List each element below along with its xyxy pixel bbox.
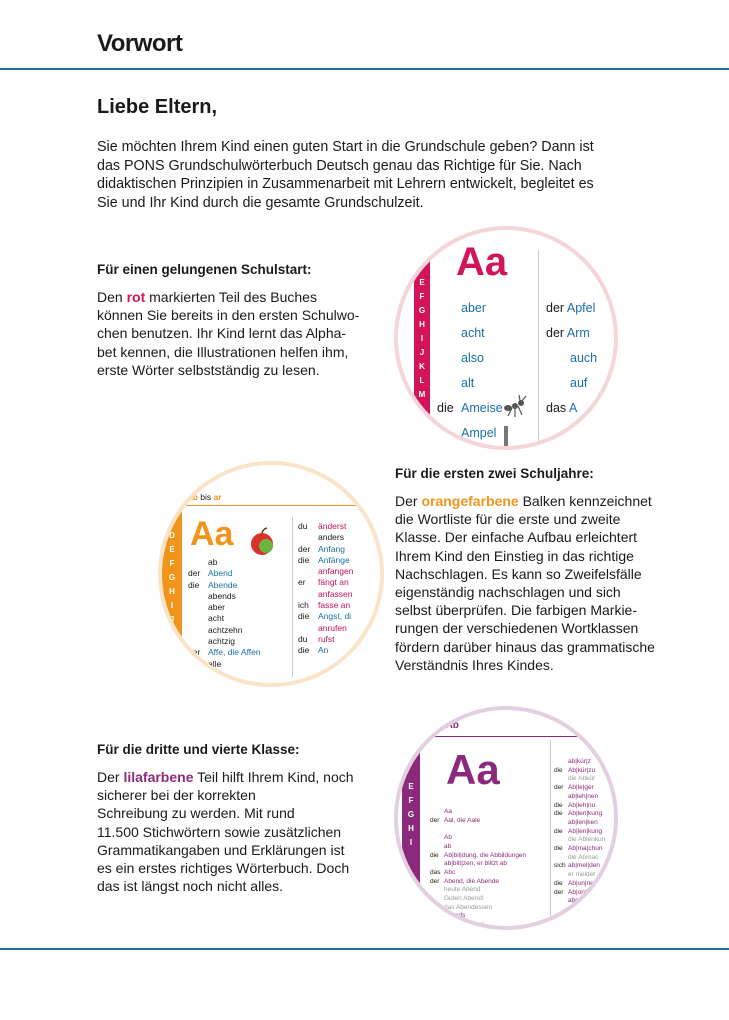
article: die — [554, 845, 563, 853]
column-divider — [550, 740, 551, 930]
sidebar-letter: E — [419, 278, 425, 287]
article: die — [554, 810, 563, 818]
word: rufst — [318, 633, 335, 644]
word: Ab|on|ne — [568, 888, 594, 896]
list-item — [554, 906, 605, 915]
list-item — [554, 784, 605, 793]
alphabet-sidebar-red — [414, 230, 430, 450]
word: Ab|bil|dung, die Abbildungen — [444, 851, 527, 859]
sidebar-letter: H — [169, 587, 175, 596]
word: Ameise — [461, 401, 503, 415]
list-item — [188, 580, 261, 591]
article: die — [554, 879, 563, 887]
apple-icon — [248, 527, 278, 557]
range-to: Ab — [445, 720, 459, 731]
word: Aal, die Aale — [444, 816, 481, 824]
word: Aa — [444, 808, 452, 815]
article: die — [554, 801, 563, 809]
word: alt — [461, 376, 475, 390]
article: die — [188, 579, 200, 590]
line-prefix: Der — [395, 493, 418, 509]
article: der — [188, 647, 201, 658]
word: anders — [318, 532, 344, 543]
word: Anfang — [318, 543, 345, 554]
range-bis: bis — [430, 720, 443, 731]
list-item — [430, 817, 526, 826]
word: ab — [444, 842, 452, 850]
list-item — [298, 645, 353, 656]
word: Angst, di — [318, 611, 352, 622]
article: sich — [554, 862, 566, 870]
word: heute Abend — [444, 886, 481, 894]
sidebar-letter: I — [170, 601, 174, 610]
intro-paragraph — [97, 138, 637, 212]
word: ab|mel|den — [568, 862, 600, 870]
word: er meldet — [568, 871, 596, 879]
word: auf — [570, 376, 588, 390]
list-item — [430, 878, 526, 887]
word-list-left — [188, 557, 261, 681]
list-item — [298, 577, 353, 588]
word: An — [318, 645, 329, 656]
range-to: ar — [213, 492, 222, 502]
word: Affe, die Affen — [208, 647, 261, 658]
word: Ab|kür|zu — [568, 766, 596, 774]
word: die Ablenkun — [568, 836, 606, 844]
article: der — [554, 784, 564, 792]
word: Arm — [566, 326, 590, 340]
list-item — [430, 834, 526, 843]
word: Abend, die Abende — [444, 877, 499, 885]
sidebar-letter: M — [418, 390, 426, 399]
word-list-left — [461, 296, 503, 446]
word: acht — [461, 326, 485, 340]
paragraph-line: selbst überprüfen. Die farbigen Markie- — [395, 602, 638, 619]
dictionary-sample-orange — [158, 461, 384, 687]
top-rule — [0, 68, 729, 70]
list-item — [554, 819, 605, 828]
list-item — [554, 767, 605, 776]
sidebar-letter: H — [419, 320, 425, 329]
word: anfassen — [318, 588, 353, 599]
list-item — [298, 600, 353, 611]
paragraph-line: Verständnis Ihres Kindes. — [395, 656, 554, 673]
greeting-heading: Liebe Eltern, — [97, 96, 218, 118]
word: ab — [208, 557, 218, 567]
list-item — [298, 623, 353, 634]
article: der — [188, 568, 201, 579]
list-item — [554, 793, 605, 802]
word: Ab|len|kung — [568, 810, 603, 818]
article-die: die — [437, 401, 454, 415]
paragraph-line: es ein erstes richtiges Wörterbuch. Doch — [97, 860, 350, 877]
page-title: Vorwort — [97, 30, 183, 57]
sidebar-letter: J — [169, 615, 175, 624]
sidebar-letter: C — [169, 517, 175, 526]
word: Guten Abend! — [444, 895, 484, 903]
list-item — [554, 828, 605, 837]
paragraph-line: Balken kennzeichnet — [522, 493, 652, 509]
dictionary-sample-red — [394, 226, 618, 450]
ampel-pole — [504, 426, 508, 446]
list-item — [554, 871, 605, 880]
paragraph-line: rungen der verschiedenen Wortklassen — [395, 620, 639, 637]
list-item — [298, 634, 353, 645]
list-item — [430, 895, 526, 904]
list-item — [430, 921, 526, 930]
article: das — [430, 868, 441, 876]
range-underline — [418, 736, 618, 737]
list-item — [188, 602, 261, 613]
list-item — [430, 825, 526, 834]
article: der — [546, 301, 565, 315]
sidebar-letter: J — [419, 348, 425, 357]
intro-line: didaktischen Prinzipien in Zusammenarbeit mit Lehrern entwickelt, begleitet es — [97, 176, 594, 192]
word: acht — [208, 613, 225, 624]
column-divider — [292, 517, 293, 677]
sidebar-letter: F — [408, 796, 414, 805]
word: alle — [208, 658, 222, 669]
color-word-orange: orangefarbene — [421, 493, 519, 509]
big-letter-aa: Aa — [456, 240, 508, 284]
paragraph-line: sicherer bei der korrekten — [97, 787, 256, 804]
word: Ab|le|ger — [568, 784, 594, 792]
list-item — [554, 854, 605, 863]
paragraph-line: Schreibung zu werden. Mit rund — [97, 805, 295, 822]
section-heading-klasse: Für die dritte und vierte Klasse: — [97, 742, 300, 757]
sidebar-letter: E — [169, 545, 175, 554]
word-list-right — [546, 296, 597, 421]
article: die — [430, 851, 439, 859]
word: Ampel — [461, 426, 497, 440]
section-heading-schuljahre: Für die ersten zwei Schuljahre: — [395, 466, 594, 481]
sidebar-letter: D — [169, 531, 175, 540]
sidebar-letter: I — [409, 838, 413, 847]
section-paragraph-klasse — [97, 768, 387, 895]
range-header — [430, 720, 459, 731]
range-header — [188, 492, 222, 502]
big-letter-aa: Aa — [446, 746, 500, 793]
sidebar-letter: G — [168, 573, 176, 582]
article: der — [430, 816, 440, 824]
paragraph-line: Grammatikangaben und Erklärungen ist — [97, 841, 345, 858]
list-item — [430, 843, 526, 852]
sidebar-letter: K — [419, 362, 425, 371]
list-item — [298, 611, 353, 622]
sidebar-letter: I — [420, 334, 424, 343]
list-item — [554, 897, 605, 906]
list-item — [554, 775, 605, 784]
article: die — [554, 827, 563, 835]
paragraph-line: können Sie bereits in den ersten Schulwo- — [97, 307, 360, 324]
paragraph-line: Ihrem Kind den Einstieg in das richtige — [395, 547, 634, 564]
intro-line: Sie möchten Ihrem Kind einen guten Start in die Grundschule geben? Dann ist — [97, 139, 594, 155]
article: das — [546, 401, 567, 415]
list-item — [188, 557, 261, 568]
word: Anfänge — [318, 554, 350, 565]
word: abo — [568, 897, 579, 905]
paragraph-line: fördern darüber hinaus das grammatische — [395, 638, 655, 655]
paragraph-line: bet kennen, die Illustrationen helfen ihm, — [97, 343, 349, 360]
list-item — [554, 802, 605, 811]
article: der — [546, 326, 565, 340]
list-item — [188, 568, 261, 579]
article: ich — [298, 600, 309, 611]
dictionary-sample-purple — [394, 706, 618, 930]
paragraph-line: die Wortliste für die erste und zweite — [395, 511, 621, 528]
sidebar-letter: L — [419, 376, 425, 385]
list-item — [298, 521, 353, 532]
paragraph-line: markierten Teil des Buches — [149, 289, 317, 305]
word-list-left — [430, 808, 526, 930]
list-item — [188, 647, 261, 658]
bottom-rule — [0, 948, 729, 950]
word: ab|leh|nen — [568, 792, 599, 800]
word: Abende — [208, 579, 238, 590]
column-divider — [538, 250, 539, 446]
word: die Abkür — [568, 775, 596, 783]
list-item — [188, 636, 261, 647]
line-prefix: Den — [97, 289, 123, 305]
section-heading-schulstart: Für einen gelungenen Schulstart: — [97, 262, 312, 277]
list-item — [188, 659, 261, 670]
article: er — [298, 577, 306, 588]
word: achtzehn — [208, 624, 243, 635]
color-word-rot: rot — [126, 289, 146, 305]
list-item — [430, 808, 526, 817]
list-item — [554, 889, 605, 898]
word: abends — [444, 912, 466, 920]
word: Abc — [444, 868, 456, 876]
article: die — [298, 554, 310, 565]
word: fasse an — [318, 600, 351, 611]
paragraph-line: das ist längst noch nicht alles. — [97, 878, 283, 895]
article: die — [554, 766, 563, 774]
section-paragraph-schulstart — [97, 288, 377, 379]
list-item — [430, 912, 526, 921]
word: Ab|ma|chun — [568, 845, 603, 853]
list-item — [554, 810, 605, 819]
word: Apfel — [566, 301, 596, 315]
word: das Abendessen — [444, 903, 493, 911]
word-list-right — [298, 521, 353, 657]
word: allein — [208, 669, 228, 680]
list-item — [298, 544, 353, 555]
list-item — [298, 555, 353, 566]
ant-icon — [502, 394, 528, 420]
list-item — [298, 566, 353, 577]
article: der — [298, 543, 311, 554]
range-from: ab — [188, 492, 198, 502]
word: fängt an — [318, 577, 349, 588]
big-letter-aa: Aa — [190, 515, 234, 553]
sidebar-letter: G — [407, 810, 415, 819]
list-item — [430, 852, 526, 861]
list-item — [430, 904, 526, 913]
paragraph-line: Teil hilft Ihrem Kind, noch — [197, 769, 354, 785]
list-item — [188, 670, 261, 681]
word: Abend — [208, 568, 233, 579]
sidebar-letter: F — [419, 292, 425, 301]
word: Ab|on|ne — [568, 879, 594, 887]
sidebar-letter: F — [169, 559, 175, 568]
word: ab|kür|z — [568, 758, 591, 765]
article: der — [430, 877, 440, 885]
list-item — [554, 845, 605, 854]
section-paragraph-schuljahre — [395, 492, 695, 674]
word-list-right — [554, 758, 605, 915]
word: aber — [208, 602, 226, 613]
alphabet-sidebar-orange — [162, 507, 182, 687]
intro-line: Sie und Ihr Kind durch die gesamte Grundschulzeit. — [97, 194, 424, 211]
sidebar-letter: G — [418, 306, 426, 315]
list-item — [430, 886, 526, 895]
range-bis: bis — [200, 492, 212, 502]
list-item — [554, 836, 605, 845]
word: A — [568, 401, 578, 415]
article: die — [298, 611, 310, 622]
paragraph-line: Nachschlagen. Es kann so Zweifelsfälle — [395, 565, 642, 582]
word: änderst — [318, 521, 347, 531]
alphabet-sidebar-purple — [402, 738, 420, 930]
word: anrufen — [318, 622, 347, 633]
range-underline — [184, 505, 384, 506]
word: die Abmac — [568, 853, 599, 861]
word: also — [461, 351, 484, 365]
list-item — [298, 532, 353, 543]
word: achtzig — [208, 636, 235, 647]
word: die Abenteuer — [444, 921, 485, 929]
list-item — [188, 591, 261, 602]
word: abends — [208, 590, 236, 601]
word: Ab|leh|nu — [568, 801, 596, 809]
word: Ab|len|kung — [568, 827, 603, 835]
word: anfangen — [318, 566, 354, 577]
list-item — [554, 862, 605, 871]
list-item — [188, 613, 261, 624]
paragraph-line: Klasse. Der einfache Aufbau erleichtert — [395, 529, 638, 546]
article: du — [298, 521, 308, 531]
list-item — [554, 880, 605, 889]
paragraph-line: 11.500 Stichwörtern sowie zusätzlichen — [97, 823, 342, 840]
sidebar-letter: E — [408, 782, 414, 791]
paragraph-line: eigenständig nachschlagen und sich — [395, 584, 621, 601]
list-item — [298, 589, 353, 600]
intro-line: das PONS Grundschulwörterbuch Deutsch genau das Richtige für Sie. Nach — [97, 157, 582, 174]
line-prefix: Der — [97, 769, 120, 785]
word: Ab — [444, 834, 452, 842]
list-item — [430, 869, 526, 878]
article: der — [554, 888, 564, 896]
word: aber — [461, 301, 487, 315]
list-item — [430, 860, 526, 869]
list-item — [554, 758, 605, 767]
article: du — [298, 633, 308, 644]
paragraph-line: chen benutzen. Ihr Kind lernt das Alpha- — [97, 325, 347, 342]
word: ab|len|ken — [568, 818, 598, 826]
list-item — [188, 625, 261, 636]
word: ab|blit|zen, er blitzt ab — [444, 860, 507, 868]
article: die — [298, 645, 310, 656]
word: auch — [570, 351, 598, 365]
word: ab — [568, 905, 576, 913]
color-word-lila: lilafarbene — [123, 769, 194, 785]
paragraph-line: erste Wörter selbstständig zu lesen. — [97, 361, 320, 378]
sidebar-letter: H — [408, 824, 414, 833]
